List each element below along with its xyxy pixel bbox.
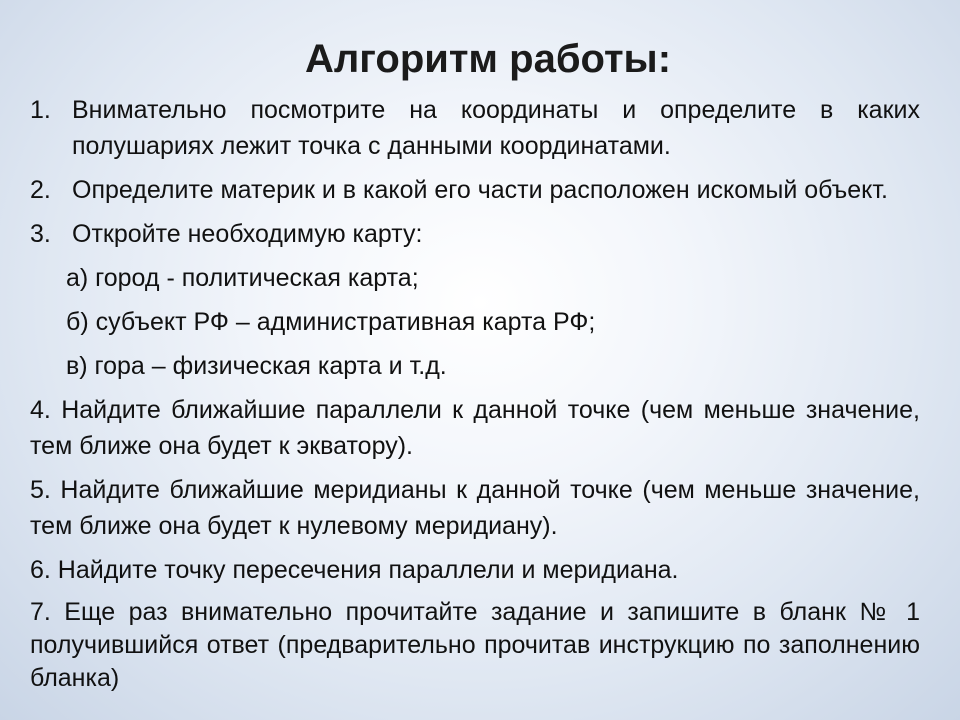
step-number: 2. [30, 176, 51, 204]
step-6: 6. Найдите точку пересечения параллели и меридиана. [30, 556, 679, 584]
sub-item-b: б) субъект РФ – административная карта РФ; [66, 308, 596, 336]
step-number: 1. [30, 96, 51, 124]
slide-content [30, 92, 920, 695]
step-text: Откройте необходимую карту: [72, 220, 423, 248]
sub-item-a: а) город - политическая карта; [66, 264, 419, 292]
step-2 [30, 172, 920, 208]
step-text: Определите материк и в какой его части расположен искомый объект. [72, 176, 889, 204]
step-3 [30, 216, 920, 252]
slide-title: Алгоритм работы: [304, 37, 672, 81]
step-7: 7. Еще раз внимательно прочитайте задание и запишите в бланк № 1 получившийся ответ (предварительно прочитав инструкцию по заполнению бланка) [30, 598, 920, 692]
step-text: Внимательно посмотрите на координаты и определите в каких полушариях лежит точка с данными координатами. [72, 96, 920, 160]
step-1 [30, 92, 920, 164]
sub-item-c: в) гора – физическая карта и т.д. [66, 352, 447, 380]
step-4: 4. Найдите ближайшие параллели к данной точке (чем меньше значение, тем ближе она будет к экватору). [30, 396, 920, 460]
step-number: 3. [30, 220, 51, 248]
step-5: 5. Найдите ближайшие меридианы к данной точке (чем меньше значение, тем ближе она будет к нулевому меридиану). [30, 476, 920, 540]
